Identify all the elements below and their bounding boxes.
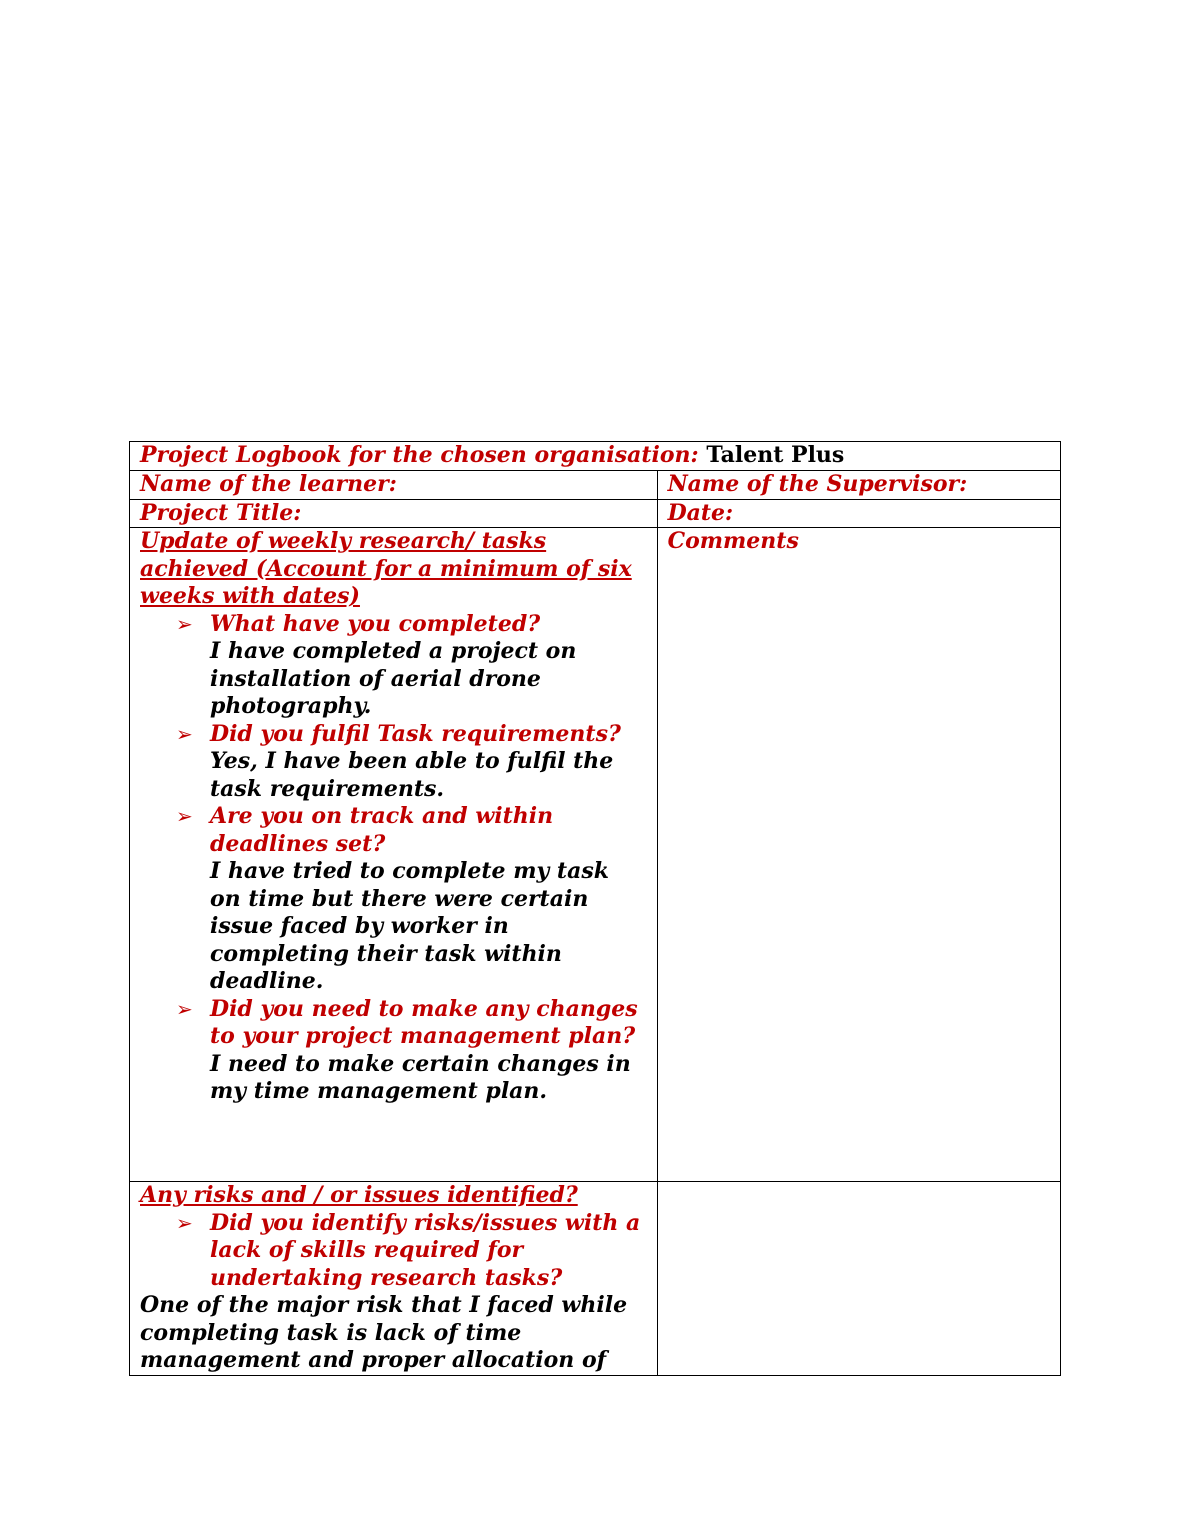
comments-cell	[657, 528, 1060, 1182]
weekly-update-row	[130, 528, 1061, 1182]
weekly-question-list	[140, 611, 647, 1106]
list-item	[140, 996, 647, 1106]
risks-answer-text: One of the major risk that I faced while completing task is lack of time management and proper allocation of	[140, 1292, 628, 1373]
logbook-title-row	[130, 442, 1061, 471]
project-title-label: Project Title:	[140, 499, 302, 526]
list-item	[140, 803, 647, 996]
answer-text: Yes, I have been able to fulfil the task requirements.	[210, 748, 614, 802]
project-logbook-table	[129, 441, 1061, 1376]
question-text: Did you need to make any changes to your project management plan?	[210, 995, 638, 1049]
arrow-bullet-icon: ➢	[176, 1210, 193, 1235]
answer-text: I have completed a project on installation of aerial drone photography.	[210, 638, 577, 719]
organisation-name: Talent Plus	[706, 442, 845, 468]
arrow-bullet-icon: ➢	[176, 804, 193, 828]
question-text: Are you on track and within deadlines set?	[210, 803, 554, 857]
answer-text: I have tried to complete my task on time but there were certain issue faced by worker in completing their task within deadline.	[210, 858, 609, 994]
arrow-bullet-icon: ➢	[176, 721, 193, 746]
date-cell	[657, 499, 1060, 528]
comments-label: Comments	[667, 528, 799, 554]
question-text: Did you fulfil Task requirements?	[210, 720, 621, 747]
logbook-title-cell	[130, 442, 1061, 471]
risks-cell	[130, 1182, 658, 1376]
risks-heading: Any risks and / or issues identified?	[140, 1182, 578, 1208]
project-title-cell	[130, 499, 658, 528]
learner-name-label: Name of the learner:	[140, 471, 397, 497]
list-item	[140, 611, 647, 721]
supervisor-name-label: Name of the Supervisor:	[667, 471, 968, 497]
answer-text: I need to make certain changes in my time management plan.	[210, 1050, 631, 1104]
arrow-bullet-icon: ➢	[176, 611, 193, 636]
list-item	[140, 721, 647, 804]
date-label: Date:	[667, 499, 734, 526]
weekly-update-heading: Update of weekly research/ tasks achieved (Account for a minimum of six weeks with dates)	[140, 528, 632, 609]
weekly-update-cell	[130, 528, 658, 1182]
question-text: Did you identify risks/issues with a lack of skills required for undertaking research tasks?	[210, 1209, 641, 1291]
risks-row	[130, 1182, 1061, 1376]
question-text: What have you completed?	[210, 610, 541, 637]
title-date-row	[130, 499, 1061, 528]
arrow-bullet-icon: ➢	[176, 996, 193, 1021]
supervisor-name-cell	[657, 471, 1060, 500]
names-row	[130, 471, 1061, 500]
risks-question-list	[140, 1210, 647, 1293]
risks-comments-cell	[657, 1182, 1060, 1376]
learner-name-cell	[130, 471, 658, 500]
list-item	[140, 1210, 647, 1293]
logbook-title-label: Project Logbook for the chosen organisation:	[140, 442, 699, 468]
